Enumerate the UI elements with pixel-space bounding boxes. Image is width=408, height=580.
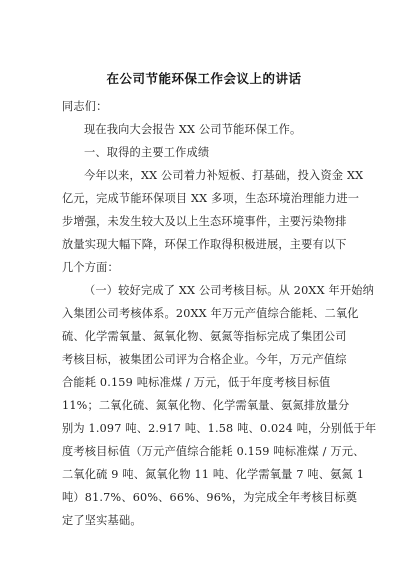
paragraph-line: 别为 1.097 吨、2.917 吨、1.58 吨、0.024 吨，分别低于年 <box>62 422 377 435</box>
paragraph-line: 几个方面： <box>62 261 119 274</box>
paragraph-line: 度考核目标值（万元产值综合能耗 0.159 吨标准煤 / 万元、 <box>62 445 365 458</box>
paragraph-line: 二氧化硫 9 吨、氮氧化物 11 吨、化学需氧量 7 吨、氨氮 1 <box>62 468 365 481</box>
paragraph-line: 吨）81.7%、60%、66%、96%，为完成全年考核目标奠 <box>62 491 358 504</box>
paragraph-line: 合能耗 0.159 吨标准煤 / 万元，低于年度考核目标值 <box>62 376 331 389</box>
paragraph-line: 考核目标，被集团公司评为合格企业。今年，万元产值综 <box>62 353 347 366</box>
paragraph-line: 亿元，完成节能环保项目 XX 多项，生态环境治理能力进一 <box>62 192 360 205</box>
paragraph-line: 定了坚实基础。 <box>62 514 142 527</box>
paragraph-line: 放量实现大幅下降，环保工作取得积极进展，主要有以下 <box>62 238 347 251</box>
paragraph-line: （一）较好完成了 XX 公司考核目标。从 20XX 年开始纳 <box>84 284 375 297</box>
paragraph-line: 硫、化学需氧量、氮氧化物、氨氮等指标完成了集团公司 <box>62 330 347 343</box>
paragraph-line: 步增强，未发生较大及以上生态环境事件，主要污染物排 <box>62 215 347 228</box>
paragraph-line: 入集团公司考核体系。20XX 年万元产值综合能耗、二氧化 <box>62 307 359 320</box>
paragraph-line: 今年以来，XX 公司着力补短板、打基础，投入资金 XX <box>84 169 364 182</box>
paragraph-line: 现在我向大会报告 XX 公司节能环保工作。 <box>84 123 302 136</box>
paragraph-line: 11%；二氧化硫、氮氧化物、化学需氧量、氨氮排放量分 <box>62 399 350 412</box>
salutation: 同志们： <box>62 100 108 113</box>
document-title: 在公司节能环保工作会议上的讲话 <box>106 71 302 86</box>
section-heading: 一、取得的主要工作成绩 <box>84 146 210 159</box>
